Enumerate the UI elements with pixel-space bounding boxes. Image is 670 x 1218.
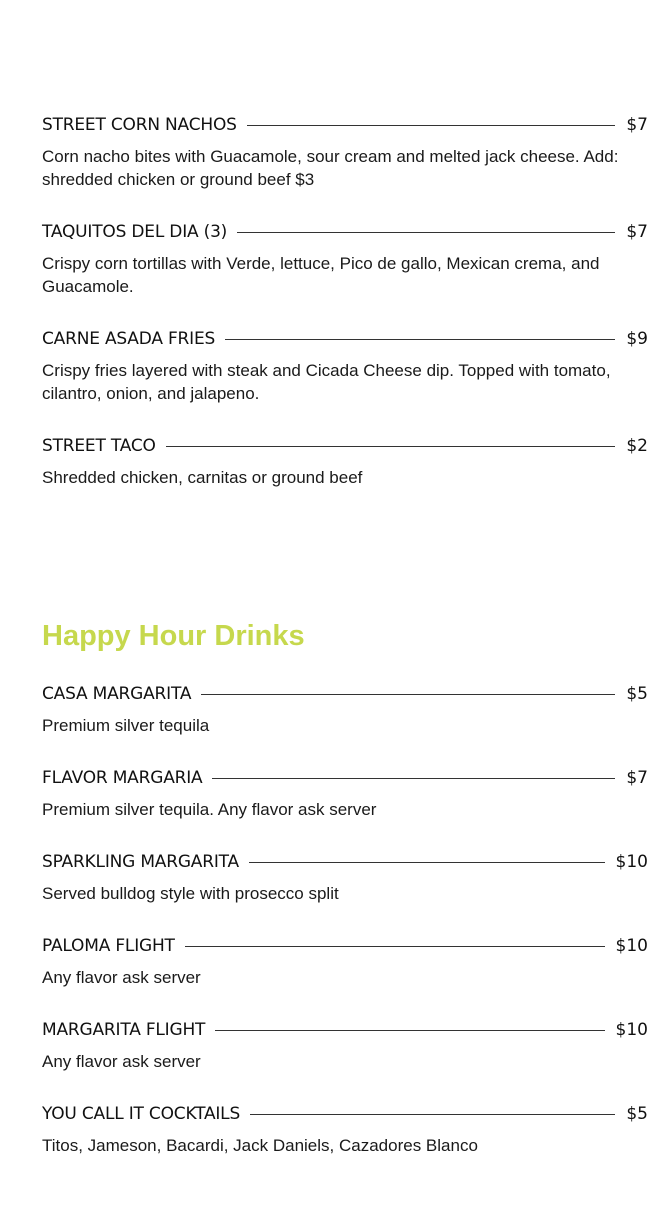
menu-item-price: $9 [626, 329, 648, 349]
menu-item-price: $10 [615, 1020, 648, 1040]
dotted-leader [212, 778, 615, 779]
dotted-leader [250, 1114, 615, 1115]
menu-item [42, 683, 648, 767]
menu-item-header [42, 935, 648, 957]
dotted-leader [185, 946, 605, 947]
menu-item-header [42, 221, 648, 243]
appetizers-section [42, 114, 648, 495]
section-title: Happy Hour Drinks [42, 620, 305, 652]
drinks-list [42, 683, 648, 1163]
menu-item-header [42, 767, 648, 789]
menu-item-name: TAQUITOS DEL DIA (3) [42, 222, 228, 242]
menu-item-description: Premium silver tequila [42, 716, 210, 735]
menu-item-price: $7 [626, 768, 648, 788]
menu-item-header [42, 328, 648, 350]
dotted-leader [201, 694, 615, 695]
menu-item [42, 767, 648, 851]
menu-item [42, 1103, 648, 1163]
menu-item-name: MARGARITA FLIGHT [42, 1020, 206, 1040]
menu-item-price: $5 [626, 1104, 648, 1124]
menu-item-description: Corn nacho bites with Guacamole, sour cream and melted jack cheese. Add: shredded chicken or ground beef $3 [42, 147, 619, 189]
dotted-leader [215, 1030, 604, 1031]
menu-item [42, 935, 648, 1019]
menu-item-price: $7 [626, 115, 648, 135]
menu-item-description: Crispy corn tortillas with Verde, lettuce, Pico de gallo, Mexican crema, and Guacamole. [42, 254, 600, 296]
menu-item [42, 221, 648, 328]
menu-item-name: STREET TACO [42, 436, 156, 456]
menu-item-price: $5 [626, 684, 648, 704]
menu-item-header [42, 114, 648, 136]
menu-item-description: Shredded chicken, carnitas or ground beef [42, 468, 363, 487]
menu-item-description: Titos, Jameson, Bacardi, Jack Daniels, Cazadores Blanco [42, 1136, 478, 1155]
menu-item-name: CARNE ASADA FRIES [42, 329, 216, 349]
menu-item-header [42, 683, 648, 705]
menu-item-name: PALOMA FLIGHT [42, 936, 175, 956]
menu-item-description: Served bulldog style with prosecco split [42, 884, 339, 903]
menu-item-header [42, 851, 648, 873]
menu-item-price: $10 [615, 936, 648, 956]
menu-item [42, 1019, 648, 1103]
menu-item-description: Premium silver tequila. Any flavor ask server [42, 800, 377, 819]
menu-item [42, 435, 648, 495]
menu-item-name: SPARKLING MARGARITA [42, 852, 239, 872]
menu-item-header [42, 1103, 648, 1125]
menu-item-name: STREET CORN NACHOS [42, 115, 237, 135]
menu-item-price: $2 [626, 436, 648, 456]
menu-item-price: $10 [615, 852, 648, 872]
menu-item-name: YOU CALL IT COCKTAILS [42, 1104, 241, 1124]
menu-item-price: $7 [626, 222, 648, 242]
menu-item-name: CASA MARGARITA [42, 684, 192, 704]
menu-item-description: Any flavor ask server [42, 968, 201, 987]
drinks-section [42, 619, 648, 653]
menu-item [42, 851, 648, 935]
dotted-leader [166, 446, 616, 447]
menu-item-name: FLAVOR MARGARIA [42, 768, 203, 788]
menu-item-description: Crispy fries layered with steak and Cicada Cheese dip. Topped with tomato, cilantro, onion, and jalapeno. [42, 361, 611, 403]
menu-item-description: Any flavor ask server [42, 1052, 201, 1071]
dotted-leader [247, 125, 616, 126]
menu-item-header [42, 1019, 648, 1041]
menu-item [42, 114, 648, 221]
menu-item-header [42, 435, 648, 457]
dotted-leader [249, 862, 605, 863]
dotted-leader [237, 232, 615, 233]
menu-item [42, 328, 648, 435]
dotted-leader [225, 339, 615, 340]
